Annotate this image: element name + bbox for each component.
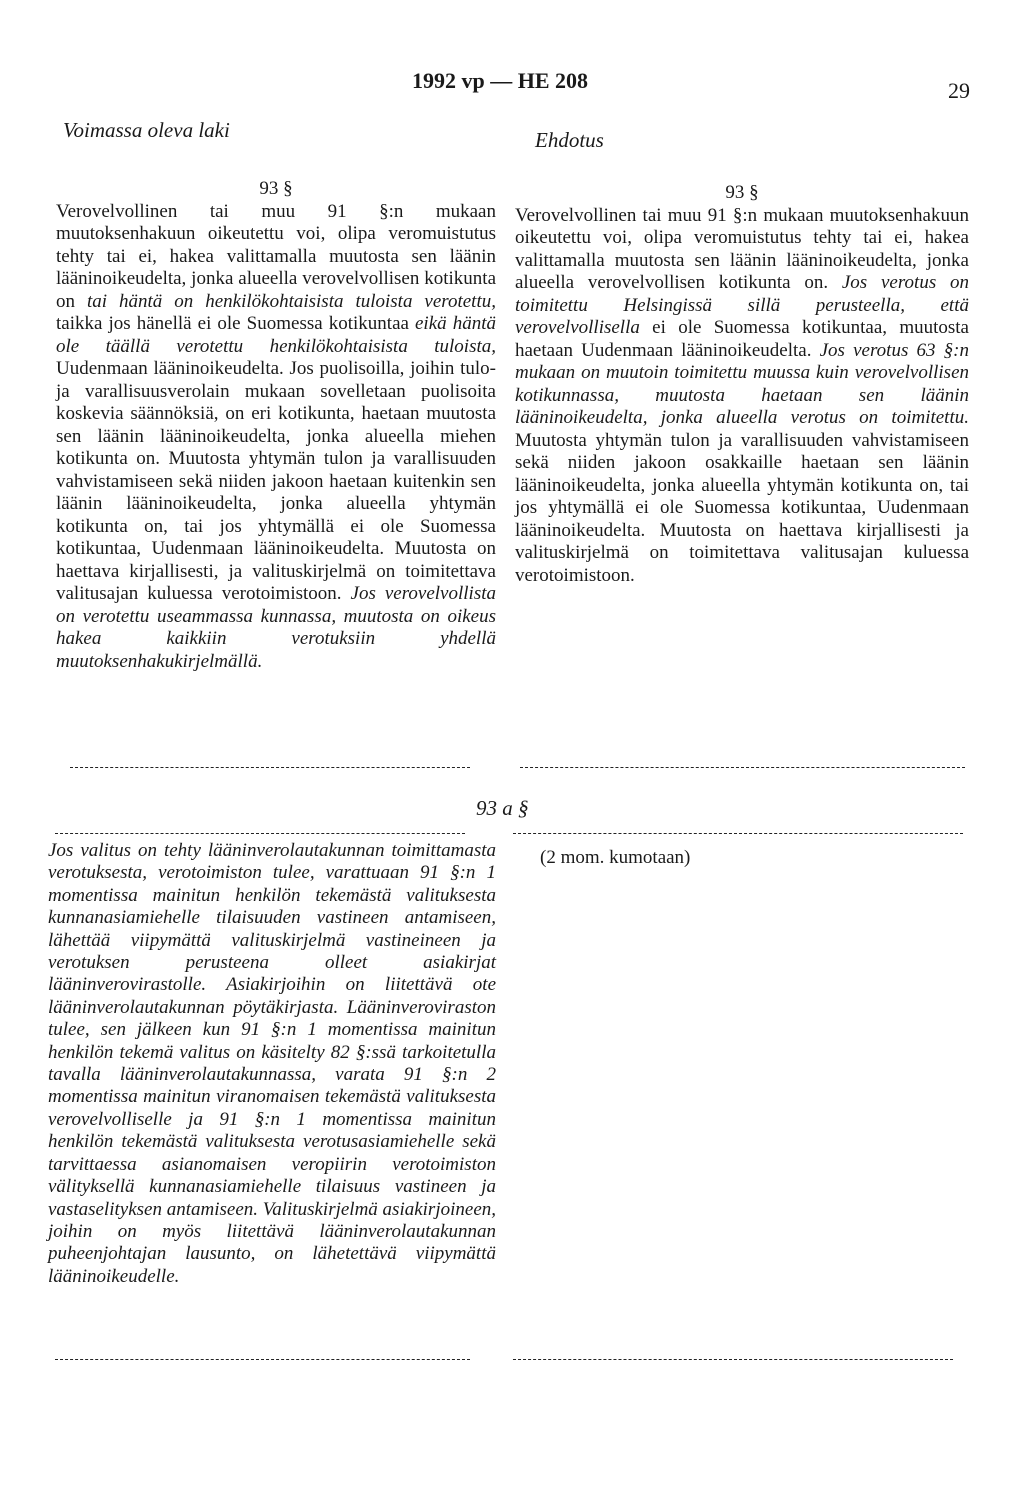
running-header: 1992 vp — HE 208 <box>412 68 589 93</box>
left-section-93-text <box>56 201 496 674</box>
section-93-heading-right: 93 § <box>725 182 759 203</box>
left-93-italic-3: Jos verovelvollista on verotettu useammassa kunnassa, muutosta on oikeus hakea kaikkiin verotuksiin yhdellä muutoksenhakukirjelmällä. <box>56 583 496 672</box>
left-93-text-2: taikka jos hänellä ei ole Suomessa kotikuntaa <box>56 313 415 334</box>
section-93-heading-left: 93 § <box>259 178 293 199</box>
right-column-heading: Ehdotus <box>535 128 604 152</box>
section-93a-heading: 93 a § <box>476 796 529 820</box>
left-93-text-1: Verovelvollinen tai muu 91 §:n mukaan muutoksenhakuun oikeutettu voi, olipa veromuistutus tehty tai ei, hakea valittamalla muutosta sen läänin lääninoikeudelta, jonka alueella verovelvollisen kotikunta on <box>56 200 496 312</box>
right-section-93-text <box>515 205 969 588</box>
left-column-heading: Voimassa oleva laki <box>63 118 230 142</box>
right-93-text-1: Verovelvollinen tai muu 91 §:n mukaan muutoksenhakuun oikeutettu voi, olipa veromuistutus tehty tai ei, hakea valittamalla muutosta sen läänin lääninoikeudelta, jonka alueella verovelvollisen kotikunta on. <box>515 204 969 293</box>
page-number: 29 <box>948 78 970 103</box>
right-section-93a-text: (2 mom. kumotaan) <box>540 847 691 868</box>
omission-line-right-2 <box>513 833 963 834</box>
left-93-italic-1: tai häntä on henkilökohtaisista tuloista verotettu, <box>86 290 496 312</box>
omission-line-left-1 <box>70 767 470 768</box>
omission-line-left-2 <box>55 833 465 834</box>
right-93-text-3: Muutosta yhtymän tulon ja varallisuuden vahvistamiseen sekä niiden jakoon osakkaille haetaan sen läänin lääninoikeudelta, jonka alueella yhtymän kotikunta on, tai jos yhtymällä ei ole Suomessa kotikuntaa, Uudenmaan lääninoikeudelta. Muutosta on haettava kirjallisesti ja valituskirjelmä on toimitettava valitusajan kuluessa verotoimistoon. <box>515 429 969 586</box>
left-93-italic-2: eikä häntä ole täällä verotettu henkilökohtaisista tuloista, <box>56 313 496 357</box>
omission-line-right-3 <box>513 1359 953 1360</box>
omission-line-left-3 <box>55 1359 470 1360</box>
right-93-italic-2: Jos verotus 63 §:n mukaan on muutoin toimitettu muussa kuin verovelvollisen kotikunnassa, muutosta haetaan sen läänin lääninoikeudelta, jonka alueella verotus on toimitettu. <box>515 339 969 428</box>
left-section-93 <box>56 178 496 673</box>
left-section-93a-text: Jos valitus on tehty lääninverolautakunnan toimittamasta verotuksesta, verotoimiston tulee, varattuaan 91 §:n 1 momentissa mainitun henkilön tekemästä valituksesta kunnanasiamiehelle tilaisuuden vastineen antamiseen, lähettää viipymättä valituskirjelmä vastineineen ja verotuksen perusteena olleet asiakirjat lääninverovirastolle. Asiakirjoihin on liitettävä ote lääninverolautakunnan pöytäkirjasta. Lääninveroviraston tulee, sen jälkeen kun 91 §:n 1 momentissa mainitun henkilön tekemä valitus on käsitelty 82 §:ssä tarkoitetulla tavalla lääninverolautakunnassa, varata 91 §:n 2 momentissa mainitun viranomaisen tekemästä valituksesta verovelvolliselle ja 91 §:n 1 momentissa mainitun henkilön tekemästä valituksesta verotusasiamiehelle sekä tarvittaessa asianomaisen veropiirin verotoimiston välityksellä kunnanasiamiehelle tilaisuus vastineen ja vastaselityksen antamiseen. Valituskirjelmä asiakirjoineen, joihin on myös liitettävä lääninverolautakunnan puheenjohtajan lausunto, on lähetettävä viipymättä lääninoikeudelle. <box>48 840 497 1287</box>
left-93-text-3: Uudenmaan lääninoikeudelta. Jos puolisoilla, joihin tulo- ja varallisuusverolain mukaan sovelletaan puolisoita koskevia säännöksiä, on eri kotikunta, haetaan muutosta sen läänin lääninoikeudelta, jonka alueella miehen kotikunta on. Muutosta yhtymän tulon ja varallisuuden vahvistamiseen sekä niiden jakoon haetaan kuitenkin sen läänin lääninoikeudelta, jonka alueella yhtymän kotikunta on, tai jos yhtymällä ei ole Suomessa kotikuntaa, Uudenmaan lääninoikeudelta. Muutosta on haettava kirjallisesti, ja valituskirjelmä on toimitettava valitusajan kuluessa verotoimistoon. <box>56 358 496 604</box>
right-section-93 <box>515 182 969 587</box>
right-93-italic-1: Jos verotus on toimitettu Helsingissä sillä perusteella, että verovelvollisella <box>515 272 969 338</box>
right-93-text-2: ei ole Suomessa kotikuntaa, muutosta haetaan Uudenmaan lääninoikeudelta. <box>515 317 969 361</box>
omission-line-right-1 <box>520 767 965 768</box>
